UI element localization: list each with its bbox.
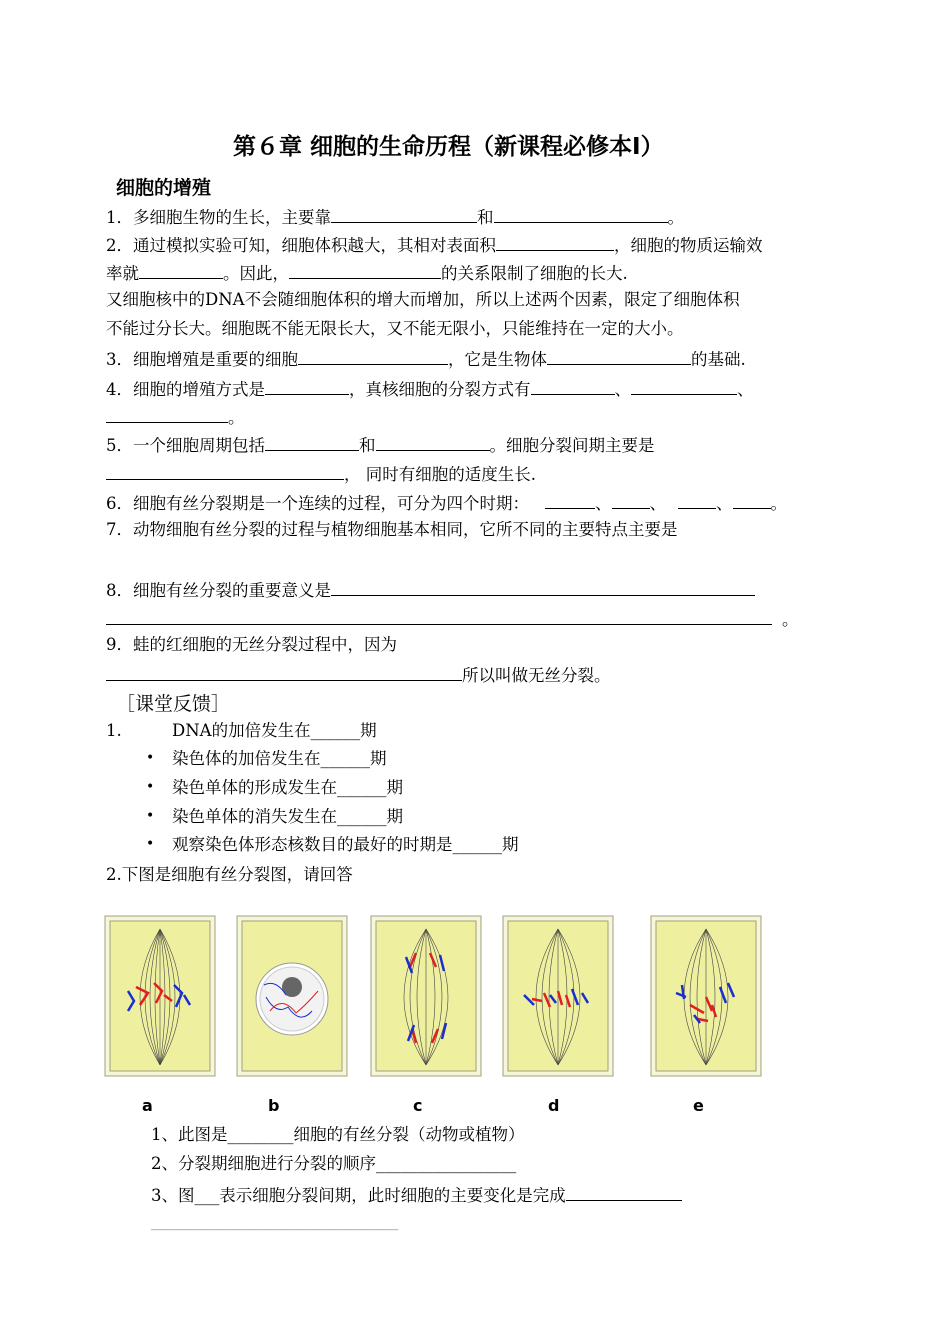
q1-text-b: 和 <box>477 208 494 227</box>
question-2-line1 <box>106 232 763 257</box>
s3-blank[interactable] <box>566 1182 682 1201</box>
diagram-label: e <box>693 1096 704 1115</box>
feedback-1-text: DNA的加倍发生在______期 <box>172 721 377 740</box>
q2-text-c: 率就 <box>106 264 139 283</box>
q4-blank-2[interactable] <box>531 376 615 395</box>
note-line-2: 不能过分长大。细胞既不能无限长大，又不能无限小，只能维持在一定的大小。 <box>106 319 684 338</box>
q9-blank-1[interactable] <box>106 662 462 681</box>
bullet-item: 染色单体的消失发生在______期 <box>172 807 403 826</box>
q6-text-a: 6．细胞有丝分裂期是一个连续的过程，可分为四个时期： <box>106 494 529 513</box>
q2-text-a: 2．通过模拟实验可知，细胞体积越大，其相对表面积 <box>106 236 496 255</box>
q4-text-d: 、 <box>737 380 754 399</box>
diagram-label: c <box>413 1096 423 1115</box>
q8-blank-2[interactable] <box>106 606 772 625</box>
q4-blank-1[interactable] <box>265 376 349 395</box>
q6-blank-1[interactable] <box>545 490 595 509</box>
feedback-1-num: 1. <box>106 721 122 740</box>
q4-text-c: 、 <box>614 380 631 399</box>
bullet-icon: • <box>146 808 155 824</box>
q2-blank-1[interactable] <box>496 232 614 251</box>
q6-text-b: 、 <box>595 494 612 513</box>
cell-diagram-d <box>502 915 614 1077</box>
cell-diagram-a <box>104 915 216 1077</box>
bullet-item: 染色体的加倍发生在______期 <box>172 749 387 768</box>
feedback-heading: ［课堂反馈］ <box>116 693 231 715</box>
q8-blank-1[interactable] <box>331 577 755 596</box>
q3-blank-2[interactable] <box>547 346 691 365</box>
q2-blank-3[interactable] <box>289 260 441 279</box>
question-8-line2 <box>106 606 799 631</box>
bullet-icon: • <box>146 779 155 795</box>
subquestion-3 <box>151 1182 682 1207</box>
subquestion-1: 1、此图是________细胞的有丝分裂（动物或植物） <box>151 1125 525 1144</box>
q3-blank-1[interactable] <box>298 346 448 365</box>
q6-text-d: 、 <box>716 494 733 513</box>
question-5 <box>106 432 655 457</box>
q3-text-c: 的基础. <box>691 350 746 369</box>
q8-text-a: 8．细胞有丝分裂的重要意义是 <box>106 581 331 600</box>
cell-diagram-c <box>370 915 482 1077</box>
q5-text-b: 和 <box>359 436 376 455</box>
feedback-2: 2.下图是细胞有丝分裂图，请回答 <box>106 865 353 884</box>
q6-text-c: 、 <box>649 494 666 513</box>
question-9: 9．蛙的红细胞的无丝分裂过程中，因为 <box>106 635 397 654</box>
diagram-label: b <box>268 1096 280 1115</box>
q5-text-a: 5．一个细胞周期包括 <box>106 436 265 455</box>
q4-text-a: 4．细胞的增殖方式是 <box>106 380 265 399</box>
diagram-label: d <box>548 1096 560 1115</box>
bullet-item: 观察染色体形态核数目的最好的时期是______期 <box>172 835 519 854</box>
q3-text-b: ，它是生物体 <box>448 350 547 369</box>
question-3 <box>106 346 746 371</box>
q5-blank-3[interactable] <box>106 461 344 480</box>
q4-text-b: ，真核细胞的分裂方式有 <box>349 380 531 399</box>
bullet-item: 染色单体的形成发生在______期 <box>172 778 403 797</box>
q6-blank-2[interactable] <box>612 490 650 509</box>
q2-text-e: 的关系限制了细胞的长大. <box>441 264 628 283</box>
question-7: 7．动物细胞有丝分裂的过程与植物细胞基本相同，它所不同的主要特点主要是 <box>106 520 678 539</box>
note-line-1: 又细胞核中的DNA不会随细胞体积的增大而增加，所以上述两个因素，限定了细胞体积 <box>106 290 740 309</box>
q6-text-e: 。 <box>770 494 787 513</box>
subquestion-3-line2[interactable]: ______________________________ <box>151 1211 399 1230</box>
diagram-label: a <box>142 1096 153 1115</box>
q1-blank-1[interactable] <box>331 204 477 223</box>
question-4 <box>106 376 754 401</box>
cell-diagram-b <box>236 915 348 1077</box>
question-8 <box>106 577 755 602</box>
q8-text-b: 。 <box>782 610 799 629</box>
q4-blank-4[interactable] <box>106 404 228 423</box>
question-2-line2 <box>106 260 628 285</box>
s3-text: 3、图___表示细胞分裂间期，此时细胞的主要变化是完成 <box>151 1186 566 1205</box>
q6-blank-3[interactable] <box>678 490 716 509</box>
q2-blank-2[interactable] <box>139 260 223 279</box>
q2-text-b: ，细胞的物质运输效 <box>614 236 763 255</box>
q4-text-e: 。 <box>228 408 245 427</box>
q1-text-c: 。 <box>667 208 684 227</box>
cell-diagram-e <box>650 915 762 1077</box>
bullet-icon: • <box>146 836 155 852</box>
bullet-icon: • <box>146 750 155 766</box>
question-5-line2 <box>106 461 536 486</box>
q5-text-c: 。细胞分裂间期主要是 <box>489 436 655 455</box>
q5-blank-1[interactable] <box>265 432 359 451</box>
q4-blank-3[interactable] <box>631 376 737 395</box>
section-heading: 细胞的增殖 <box>116 177 212 199</box>
q1-blank-2[interactable] <box>494 204 668 223</box>
q6-blank-4[interactable] <box>733 490 771 509</box>
question-9-line2 <box>106 662 611 687</box>
q2-text-d: 。因此， <box>223 264 289 283</box>
question-1 <box>106 204 684 229</box>
q9-text-b: 所以叫做无丝分裂。 <box>462 666 611 685</box>
q1-text-a: 1．多细胞生物的生长，主要靠 <box>106 208 331 227</box>
question-6 <box>106 490 787 515</box>
q5-blank-2[interactable] <box>376 432 490 451</box>
page-title: 第６章 细胞的生命历程（新课程必修本Ⅰ） <box>233 134 664 160</box>
q3-text-a: 3．细胞增殖是重要的细胞 <box>106 350 298 369</box>
question-4-line2 <box>106 404 245 429</box>
subquestion-2: 2、分裂期细胞进行分裂的顺序_________________ <box>151 1154 517 1173</box>
q5-text-d: ， 同时有细胞的适度生长. <box>344 465 536 484</box>
